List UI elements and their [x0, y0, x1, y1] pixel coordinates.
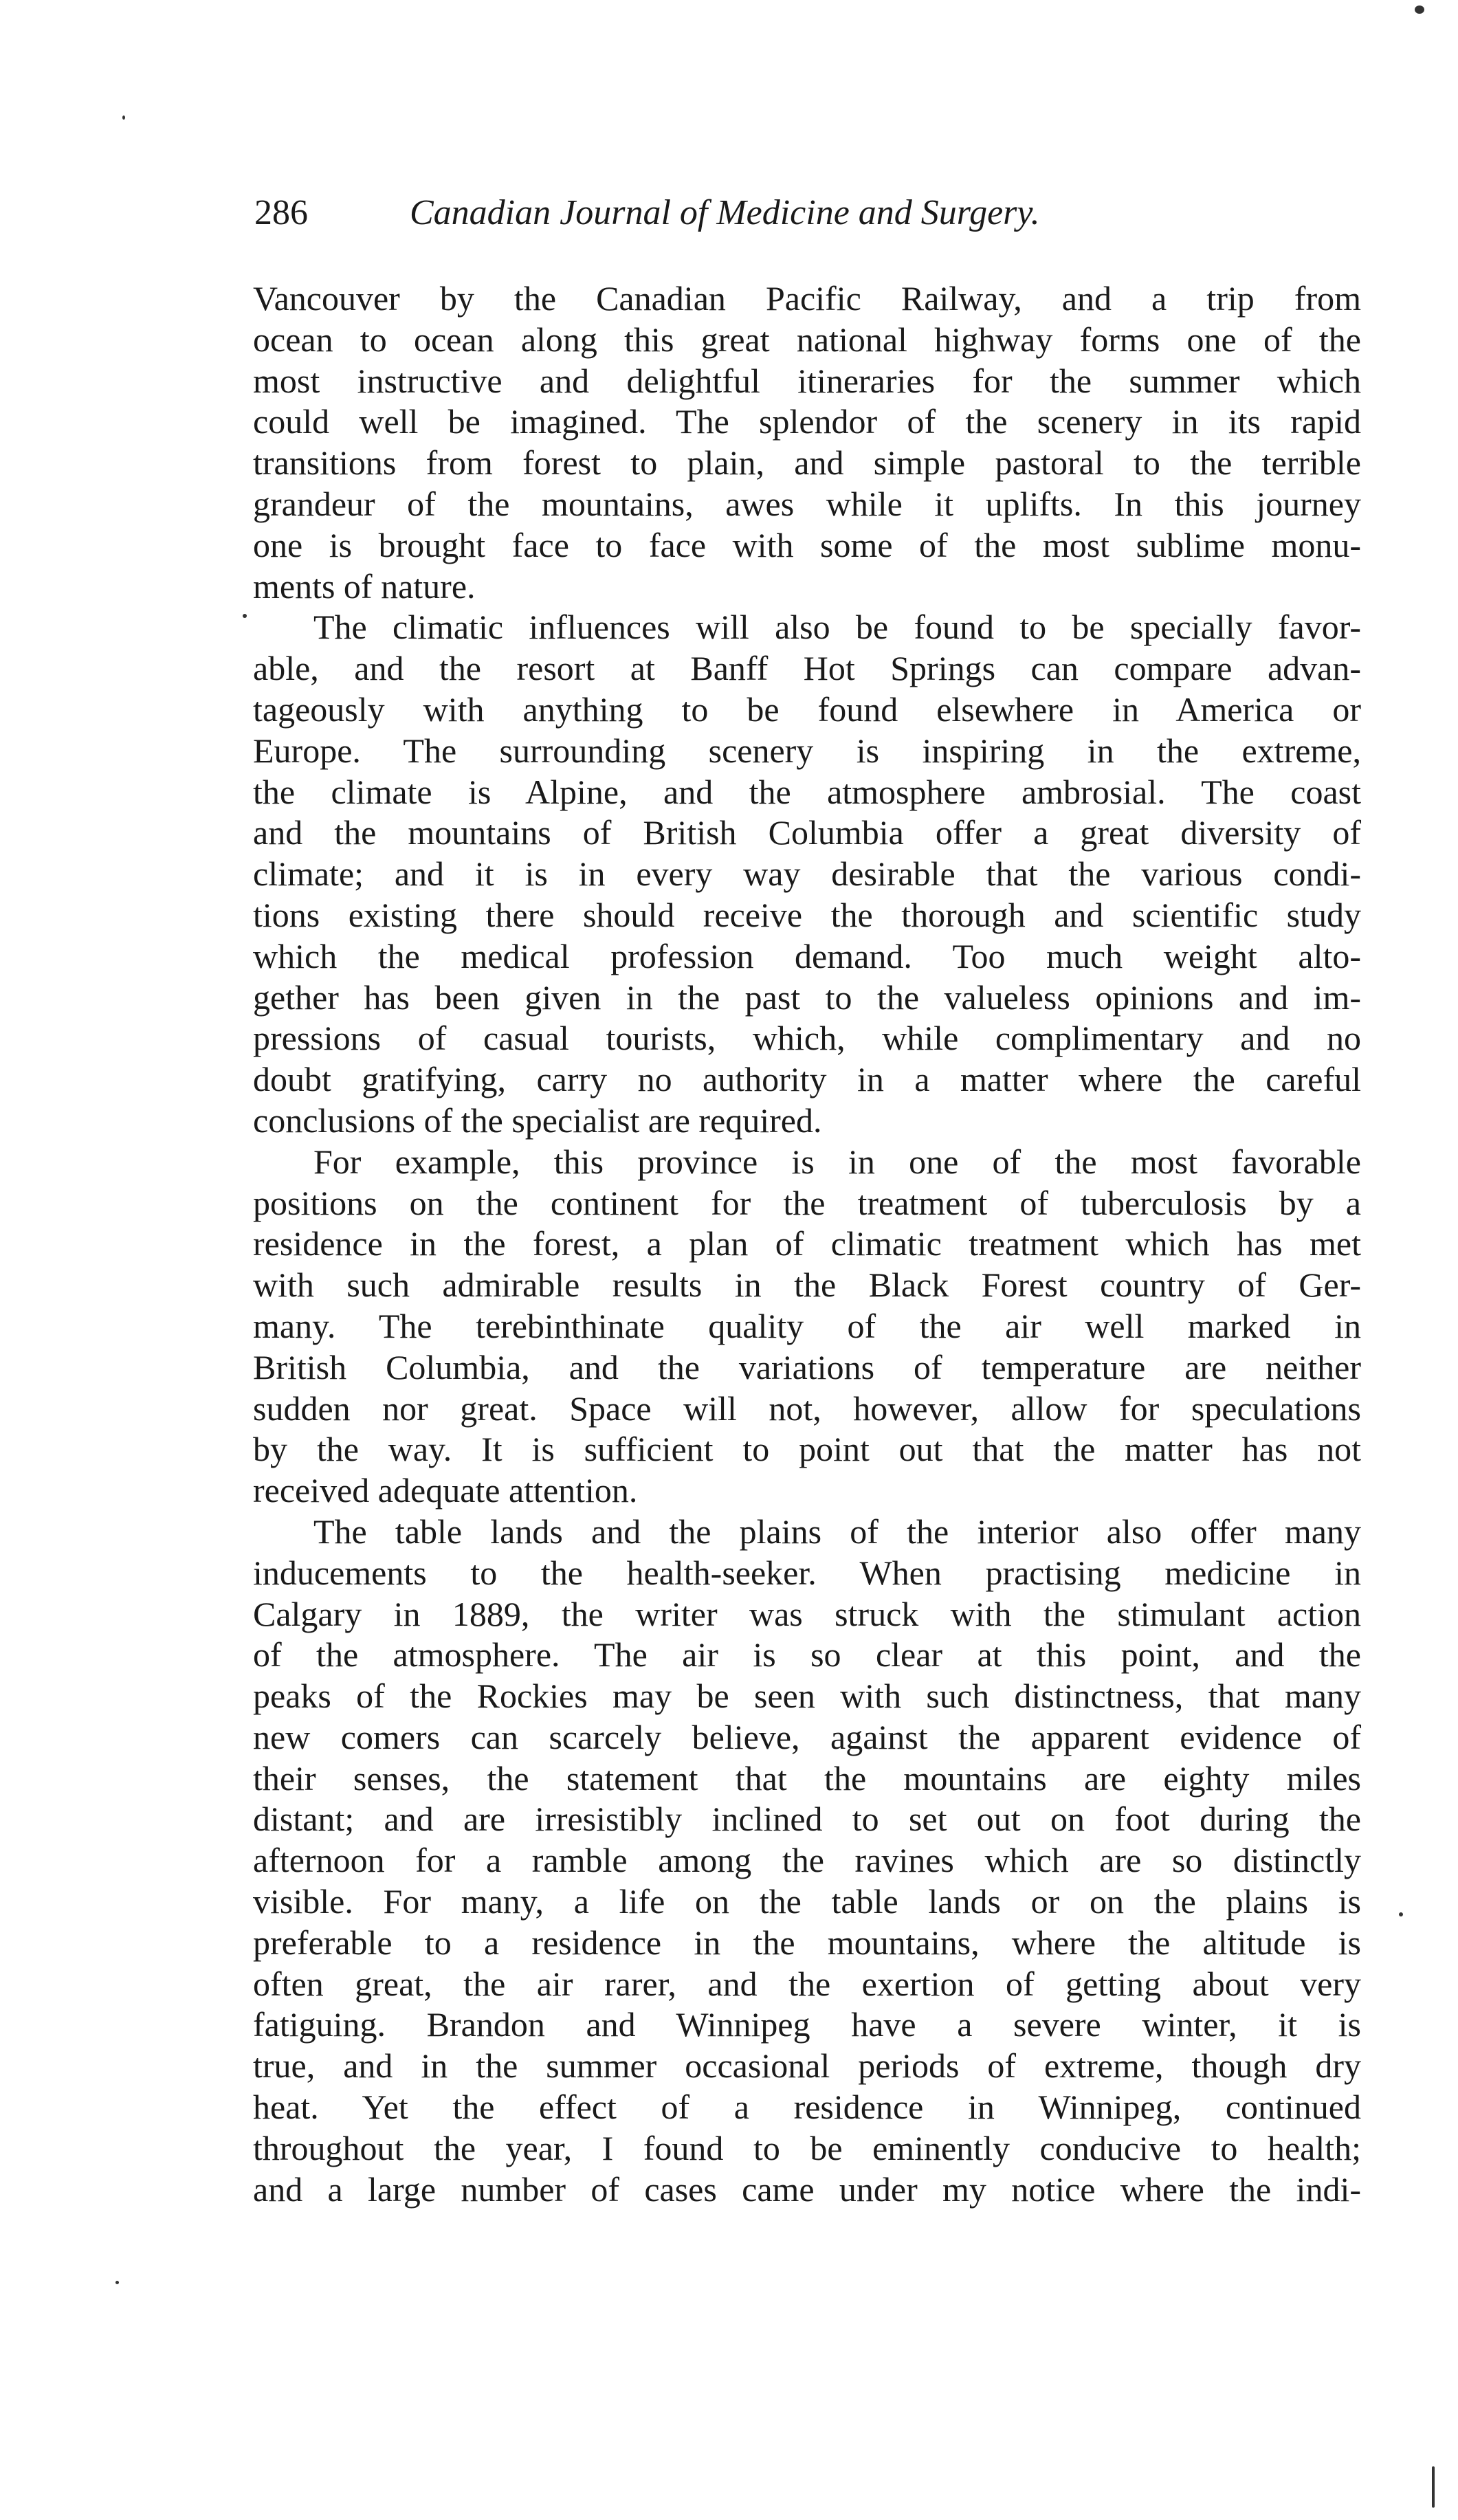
text-line: peaks of the Rockies may be seen with such distinctness, that many [253, 1677, 1361, 1716]
text-line: able, and the resort at Banff Hot Springs can compare advan- [253, 649, 1361, 688]
text-line: inducements to the health-seeker. When practising medicine in [253, 1553, 1361, 1592]
text-line: sudden nor great. Space will not, however, allow for speculations [253, 1389, 1361, 1428]
text-line: gether has been given in the past to the valueless opinions and im- [253, 977, 1361, 1017]
text-line: tions existing there should receive the thorough and scientific study [253, 895, 1361, 934]
article-body [253, 278, 1361, 2210]
text-line: visible. For many, a life on the table lands or on the plains is [253, 1882, 1361, 1921]
text-line: Europe. The surrounding scenery is inspiring in the extreme, [253, 731, 1361, 770]
text-line: which the medical profession demand. Too much weight alto- [253, 936, 1361, 975]
text-line: Calgary in 1889, the writer was struck with the stimulant action [253, 1594, 1361, 1633]
journal-title: Canadian Journal of Medicine and Surgery. [410, 193, 1040, 232]
text-line: ments of nature. [253, 566, 476, 606]
text-line: doubt gratifying, carry no authority in a matter where the careful [253, 1060, 1361, 1099]
text-line: new comers can scarcely believe, against the apparent evidence of [253, 1717, 1361, 1756]
scan-speck [1399, 1912, 1403, 1916]
scan-speck [115, 2281, 119, 2284]
text-line: Vancouver by the Canadian Pacific Railway, and a trip from [253, 279, 1361, 318]
text-line: climate; and it is in every way desirable that the various condi- [253, 854, 1361, 894]
text-line: fatiguing. Brandon and Winnipeg have a severe winter, it is [253, 2005, 1361, 2044]
text-line: and the mountains of British Columbia offer a great diversity of [253, 813, 1361, 852]
text-line: positions on the continent for the treatment of tuberculosis by a [253, 1183, 1361, 1222]
text-line: most instructive and delightful itineraries for the summer which [253, 361, 1361, 400]
text-line: conclusions of the specialist are required. [253, 1101, 822, 1140]
text-line: ocean to ocean along this great national highway forms one of the [253, 320, 1361, 359]
text-line: of the atmosphere. The air is so clear at this point, and the [253, 1635, 1361, 1675]
text-line: their senses, the statement that the mountains are eighty miles [253, 1758, 1361, 1798]
text-line: throughout the year, I found to be eminently conducive to health; [253, 2128, 1361, 2167]
running-head [254, 186, 1244, 241]
text-line: The table lands and the plains of the interior also offer many [313, 1512, 1361, 1551]
text-line: afternoon for a ramble among the ravines which are so distinctly [253, 1841, 1361, 1880]
text-line: often great, the air rarer, and the exertion of getting about very [253, 1964, 1361, 2003]
text-line: British Columbia, and the variations of temperature are neither [253, 1347, 1361, 1386]
text-line: and a large number of cases came under my notice where the indi- [253, 2169, 1361, 2209]
scan-speck [1432, 2466, 1435, 2508]
text-line: could well be imagined. The splendor of the scenery in its rapid [253, 402, 1361, 441]
text-line: one is brought face to face with some of the most sublime monu- [253, 525, 1361, 564]
text-line: The climatic influences will also be found to be specially favor- [313, 608, 1361, 647]
text-line: with such admirable results in the Black Forest country of Ger- [253, 1265, 1361, 1305]
text-line: true, and in the summer occasional periods of extreme, though dry [253, 2046, 1361, 2086]
page-number: 286 [254, 193, 308, 232]
text-line: the climate is Alpine, and the atmosphere ambrosial. The coast [253, 772, 1361, 811]
text-line: heat. Yet the effect of a residence in Winnipeg, continued [253, 2088, 1361, 2127]
text-line: distant; and are irresistibly inclined to set out on foot during the [253, 1800, 1361, 1839]
text-line: grandeur of the mountains, awes while it uplifts. In this journey [253, 484, 1361, 523]
scan-speck [243, 614, 247, 618]
text-line: For example, this province is in one of the most favorable [313, 1142, 1361, 1181]
text-line: by the way. It is sufficient to point out that the matter has not [253, 1430, 1361, 1469]
scan-speck [122, 115, 125, 120]
text-line: preferable to a residence in the mountains, where the altitude is [253, 1923, 1361, 1962]
text-line: tageously with anything to be found elsewhere in America or [253, 689, 1361, 729]
text-line: many. The terebinthinate quality of the air well marked in [253, 1306, 1361, 1345]
text-line: pressions of casual tourists, which, while complimentary and no [253, 1019, 1361, 1058]
text-line: received adequate attention. [253, 1471, 638, 1510]
scan-speck [1415, 5, 1424, 14]
text-line: residence in the forest, a plan of climatic treatment which has met [253, 1224, 1361, 1263]
text-line: transitions from forest to plain, and simple pastoral to the terrible [253, 443, 1361, 483]
